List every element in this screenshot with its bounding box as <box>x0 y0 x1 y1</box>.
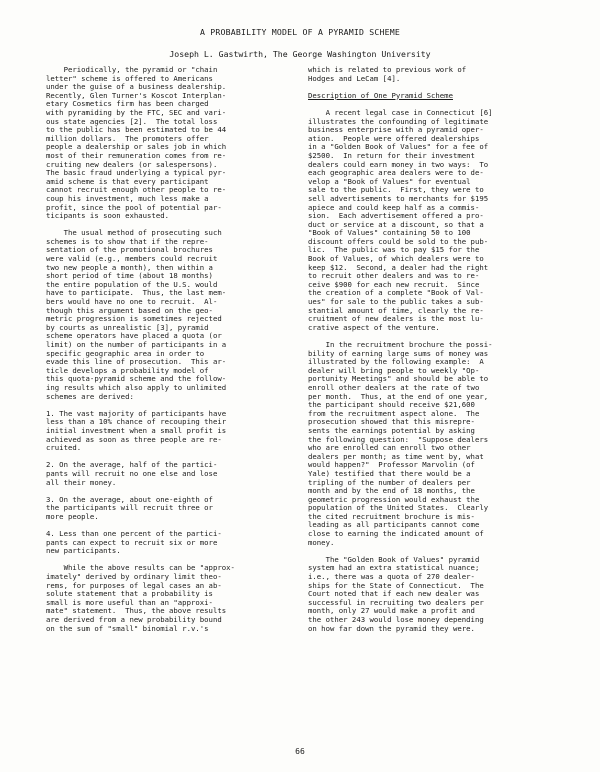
result-item-3: 3. On the average, about one-eighth of the participants will recruit three or more people. <box>46 494 213 521</box>
paragraph: A recent legal case in Connecticut [6] illustrates the confounding of legitimate business enterprise with a pyramid oper- ation. People were offered dealerships in a "Golden Book of Values" for a fee of $2500. In return for their investment dealers could earn money in two ways: To each geographic area dealers were to de- velop a "Book of Values" for eventual sale to the public. First, they were to sell advertisements to merchants for $195 apiece and could keep half as a commis- sion. Each advertisement offered a pro- duct or service at a discount, so that a "Book of Values" containing 50 to 100 discount offers could be sold to the pub- lic. The public was to pay $15 for the Book of Values, of which dealers were to keep $12. Second, a dealer had the right to recruit other dealers and was to re- ceive $900 for each new recruit. Since the creation of a complete "Book of Val- ues" for sale to the public takes a sub- stantial amount of time, clearly the re- cruitment of new dealers is the most lu- crative aspect of the venture. <box>308 107 493 332</box>
result-item-1: 1. The vast majority of participants have less than a 10% chance of recouping their initial investment when a small profit is achieved as soon as three people are re- cruited. <box>46 408 227 453</box>
page-number: 66 <box>295 747 305 756</box>
paragraph: which is related to previous work of Hodges and LeCam [4]. <box>308 65 467 83</box>
section-heading: Description of One Pyramid Scheme <box>308 90 453 100</box>
paragraph: The usual method of prosecuting such schemes is to show that if the repre- sentation of the promotional brochures were valid (e.g., members could recruit two new people a month), then within a short period of time (about 18 months) the entire population of the U.S. would have to participate. Thus, the last mem- bers would have no one to recruit. Al- though this argument based on the geo- metric progression is sometimes rejected by courts as unrealistic [3], pyramid scheme operators have placed a quota (or limit) on the number of participants in a specific geographic area in order to evade this line of prosecution. This ar- ticle develops a probability model of this quota-pyramid scheme and the follow- ing results which also apply to unlimited schemes are derived: <box>46 228 227 401</box>
paragraph: While the above results can be "approx- imately" derived by ordinary limit theo- rems, for purposes of legal cases an ab- solute statement that a probability is small is more useful than an "approxi- mate" statement. Thus, the above results are derived from a new probability bound on the sum of "small" binomial r.v.'s <box>46 563 235 633</box>
result-item-2: 2. On the average, half of the partici- pants will recruit no one else and lose all their money. <box>46 460 218 487</box>
paragraph: In the recruitment brochure the possi- bility of earning large sums of money was illustrated by the following example: A dealer will bring people to weekly "Op- portunity Meetings" and should be able to enroll other dealers at the rate of two per month. Thus, at the end of one year, the participant should receive $21,600 from the recruitment aspect alone. The prosecution showed that this misrepre- sents the earnings potential by asking the following question: "Suppose dealers who are enrolled can enroll two other dealers per month; as time went by, what would happen?" Professor Marvolin (of Yale) testified that there would be a tripling of the number of dealers per month and by the end of 18 months, the geometric progression would exhaust the population of the United States. Clearly the cited recruitment brochure is mis- leading as all participants cannot come close to earning the indicated amount of money. <box>308 340 493 547</box>
paper-title: A PROBABILITY MODEL OF A PYRAMID SCHEME <box>199 27 401 37</box>
left-column <box>46 66 288 642</box>
result-item-4: 4. Less than one percent of the partici- pants can expect to recruit six or more new participants. <box>46 529 222 556</box>
right-column <box>308 66 560 642</box>
paragraph: Periodically, the pyramid or "chain letter" scheme is offered to Americans under the guise of a business dealership. Recently, Glen Turner's Koscot Interplan- etary Cosmetics firm has been charged with pyramiding by the FTC, SEC and vari- ous state agencies [2]. The total loss to the public has been estimated to be 44 million dollars. The promoters offer people a dealership or sales job in which most of their remuneration comes from re- cruiting new dealers (or salespersons). The basic fraud underlying a typical pyr- amid scheme is that every participant cannot recruit enough other people to re- coup his investment, much less make a profit, since the pool of potential par- ticipants is soon exhausted. <box>46 65 227 221</box>
paragraph: The "Golden Book of Values" pyramid system had an extra statistical nuance; i.e., there was a quota of 270 dealer- ships for the State of Connecticut. The Court noted that if each new dealer was successful in recruiting two dealers per month, only 27 would make a profit and the other 243 would lose money depending on how far down the pyramid they were. <box>308 554 484 633</box>
author-line: Joseph L. Gastwirth, The George Washington University <box>169 49 431 59</box>
